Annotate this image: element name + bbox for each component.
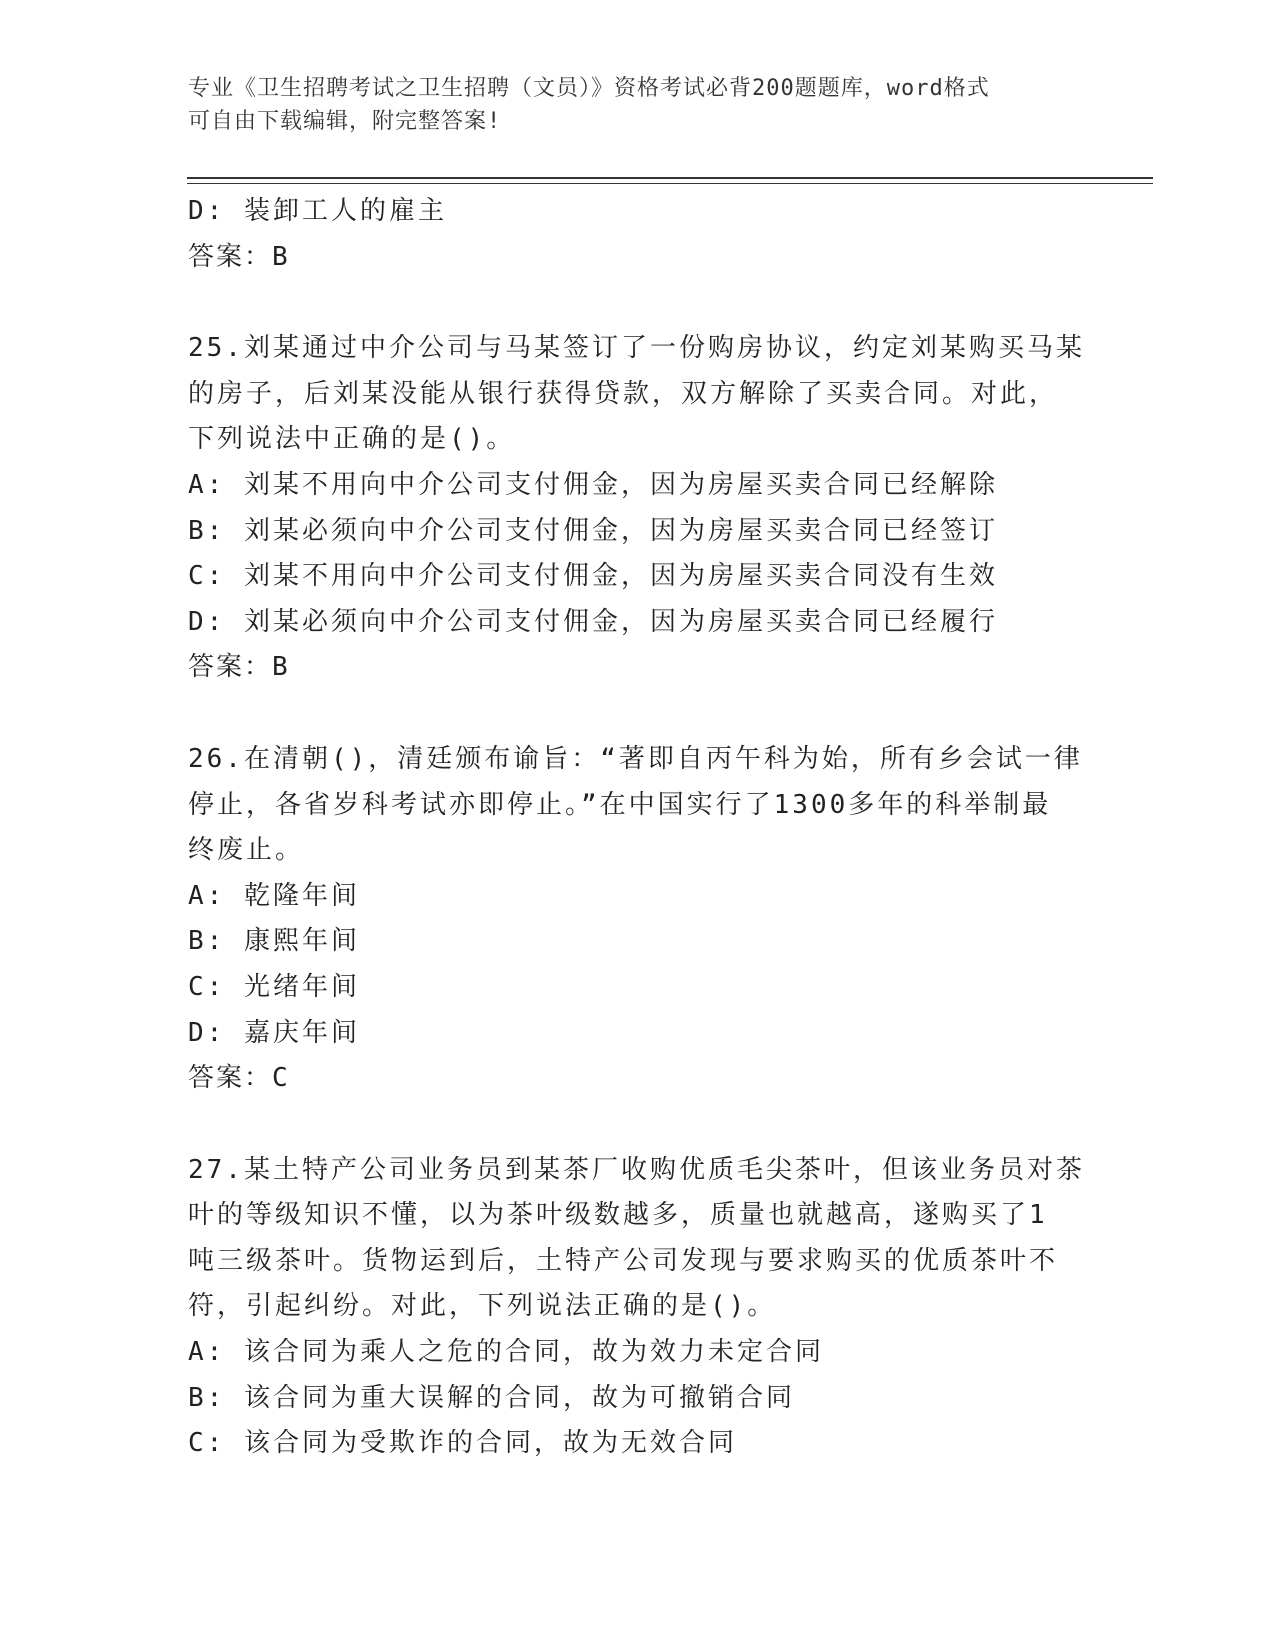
question-25 <box>188 326 1088 691</box>
option-d: D: 嘉庆年间 <box>188 1017 360 1048</box>
option-c: C: 光绪年间 <box>188 971 360 1002</box>
header-title-line-2: 可自由下载编辑，附完整答案! <box>188 109 502 134</box>
question-24-tail <box>188 189 1088 280</box>
question-text-line: 下列说法中正确的是()。 <box>188 424 516 455</box>
option-b: B: 康熙年间 <box>188 926 360 957</box>
answer: 答案：B <box>188 241 290 272</box>
question-text-line: 符，引起纠纷。对此，下列说法正确的是()。 <box>188 1291 777 1322</box>
spacer <box>188 280 1088 326</box>
answer: 答案：C <box>188 1063 290 1094</box>
document-body <box>188 189 1088 1467</box>
question-text-line: 25.刘某通过中介公司与马某签订了一份购房协议，约定刘某购买马某 <box>188 333 1085 364</box>
option-b: B: 该合同为重大误解的合同，故为可撤销合同 <box>188 1382 795 1413</box>
spacer <box>188 691 1088 737</box>
question-text-line: 叶的等级知识不懂，以为茶叶级数越多，质量也就越高，遂购买了1 <box>188 1200 1048 1231</box>
option-a: A: 刘某不用向中介公司支付佣金，因为房屋买卖合同已经解除 <box>188 469 998 500</box>
option-b: B: 刘某必须向中介公司支付佣金，因为房屋买卖合同已经签订 <box>188 515 998 546</box>
option-a: A: 乾隆年间 <box>188 880 360 911</box>
question-text-line: 的房子，后刘某没能从银行获得贷款，双方解除了买卖合同。对此， <box>188 378 1059 409</box>
option-c: C: 该合同为受欺诈的合同，故为无效合同 <box>188 1428 737 1459</box>
option-d: D: 装卸工人的雇主 <box>188 196 447 226</box>
question-text-line: 吨三级茶叶。货物运到后，土特产公司发现与要求购买的优质茶叶不 <box>188 1245 1059 1276</box>
question-text-line: 26.在清朝()，清廷颁布谕旨：“著即自丙午科为始，所有乡会试一律 <box>188 743 1083 774</box>
answer: 答案：B <box>188 652 290 683</box>
question-text-line: 停止，各省岁科考试亦即停止。”在中国实行了1300多年的科举制最 <box>188 789 1052 820</box>
header-title-line-1: 专业《卫生招聘考试之卫生招聘（文员）》资格考试必背200题题库，word格式 <box>188 76 990 101</box>
option-d: D: 刘某必须向中介公司支付佣金，因为房屋买卖合同已经履行 <box>188 606 998 637</box>
question-text-line: 27.某土特产公司业务员到某茶厂收购优质毛尖茶叶，但该业务员对茶 <box>188 1154 1085 1185</box>
question-27 <box>188 1148 1088 1467</box>
question-26 <box>188 737 1088 1102</box>
page-header <box>188 72 1088 138</box>
header-rule-thick <box>187 177 1153 179</box>
option-a: A: 该合同为乘人之危的合同，故为效力未定合同 <box>188 1337 824 1368</box>
option-c: C: 刘某不用向中介公司支付佣金，因为房屋买卖合同没有生效 <box>188 561 998 592</box>
header-rule-thin <box>187 183 1153 184</box>
question-text-line: 终废止。 <box>188 835 305 866</box>
spacer <box>188 1102 1088 1148</box>
